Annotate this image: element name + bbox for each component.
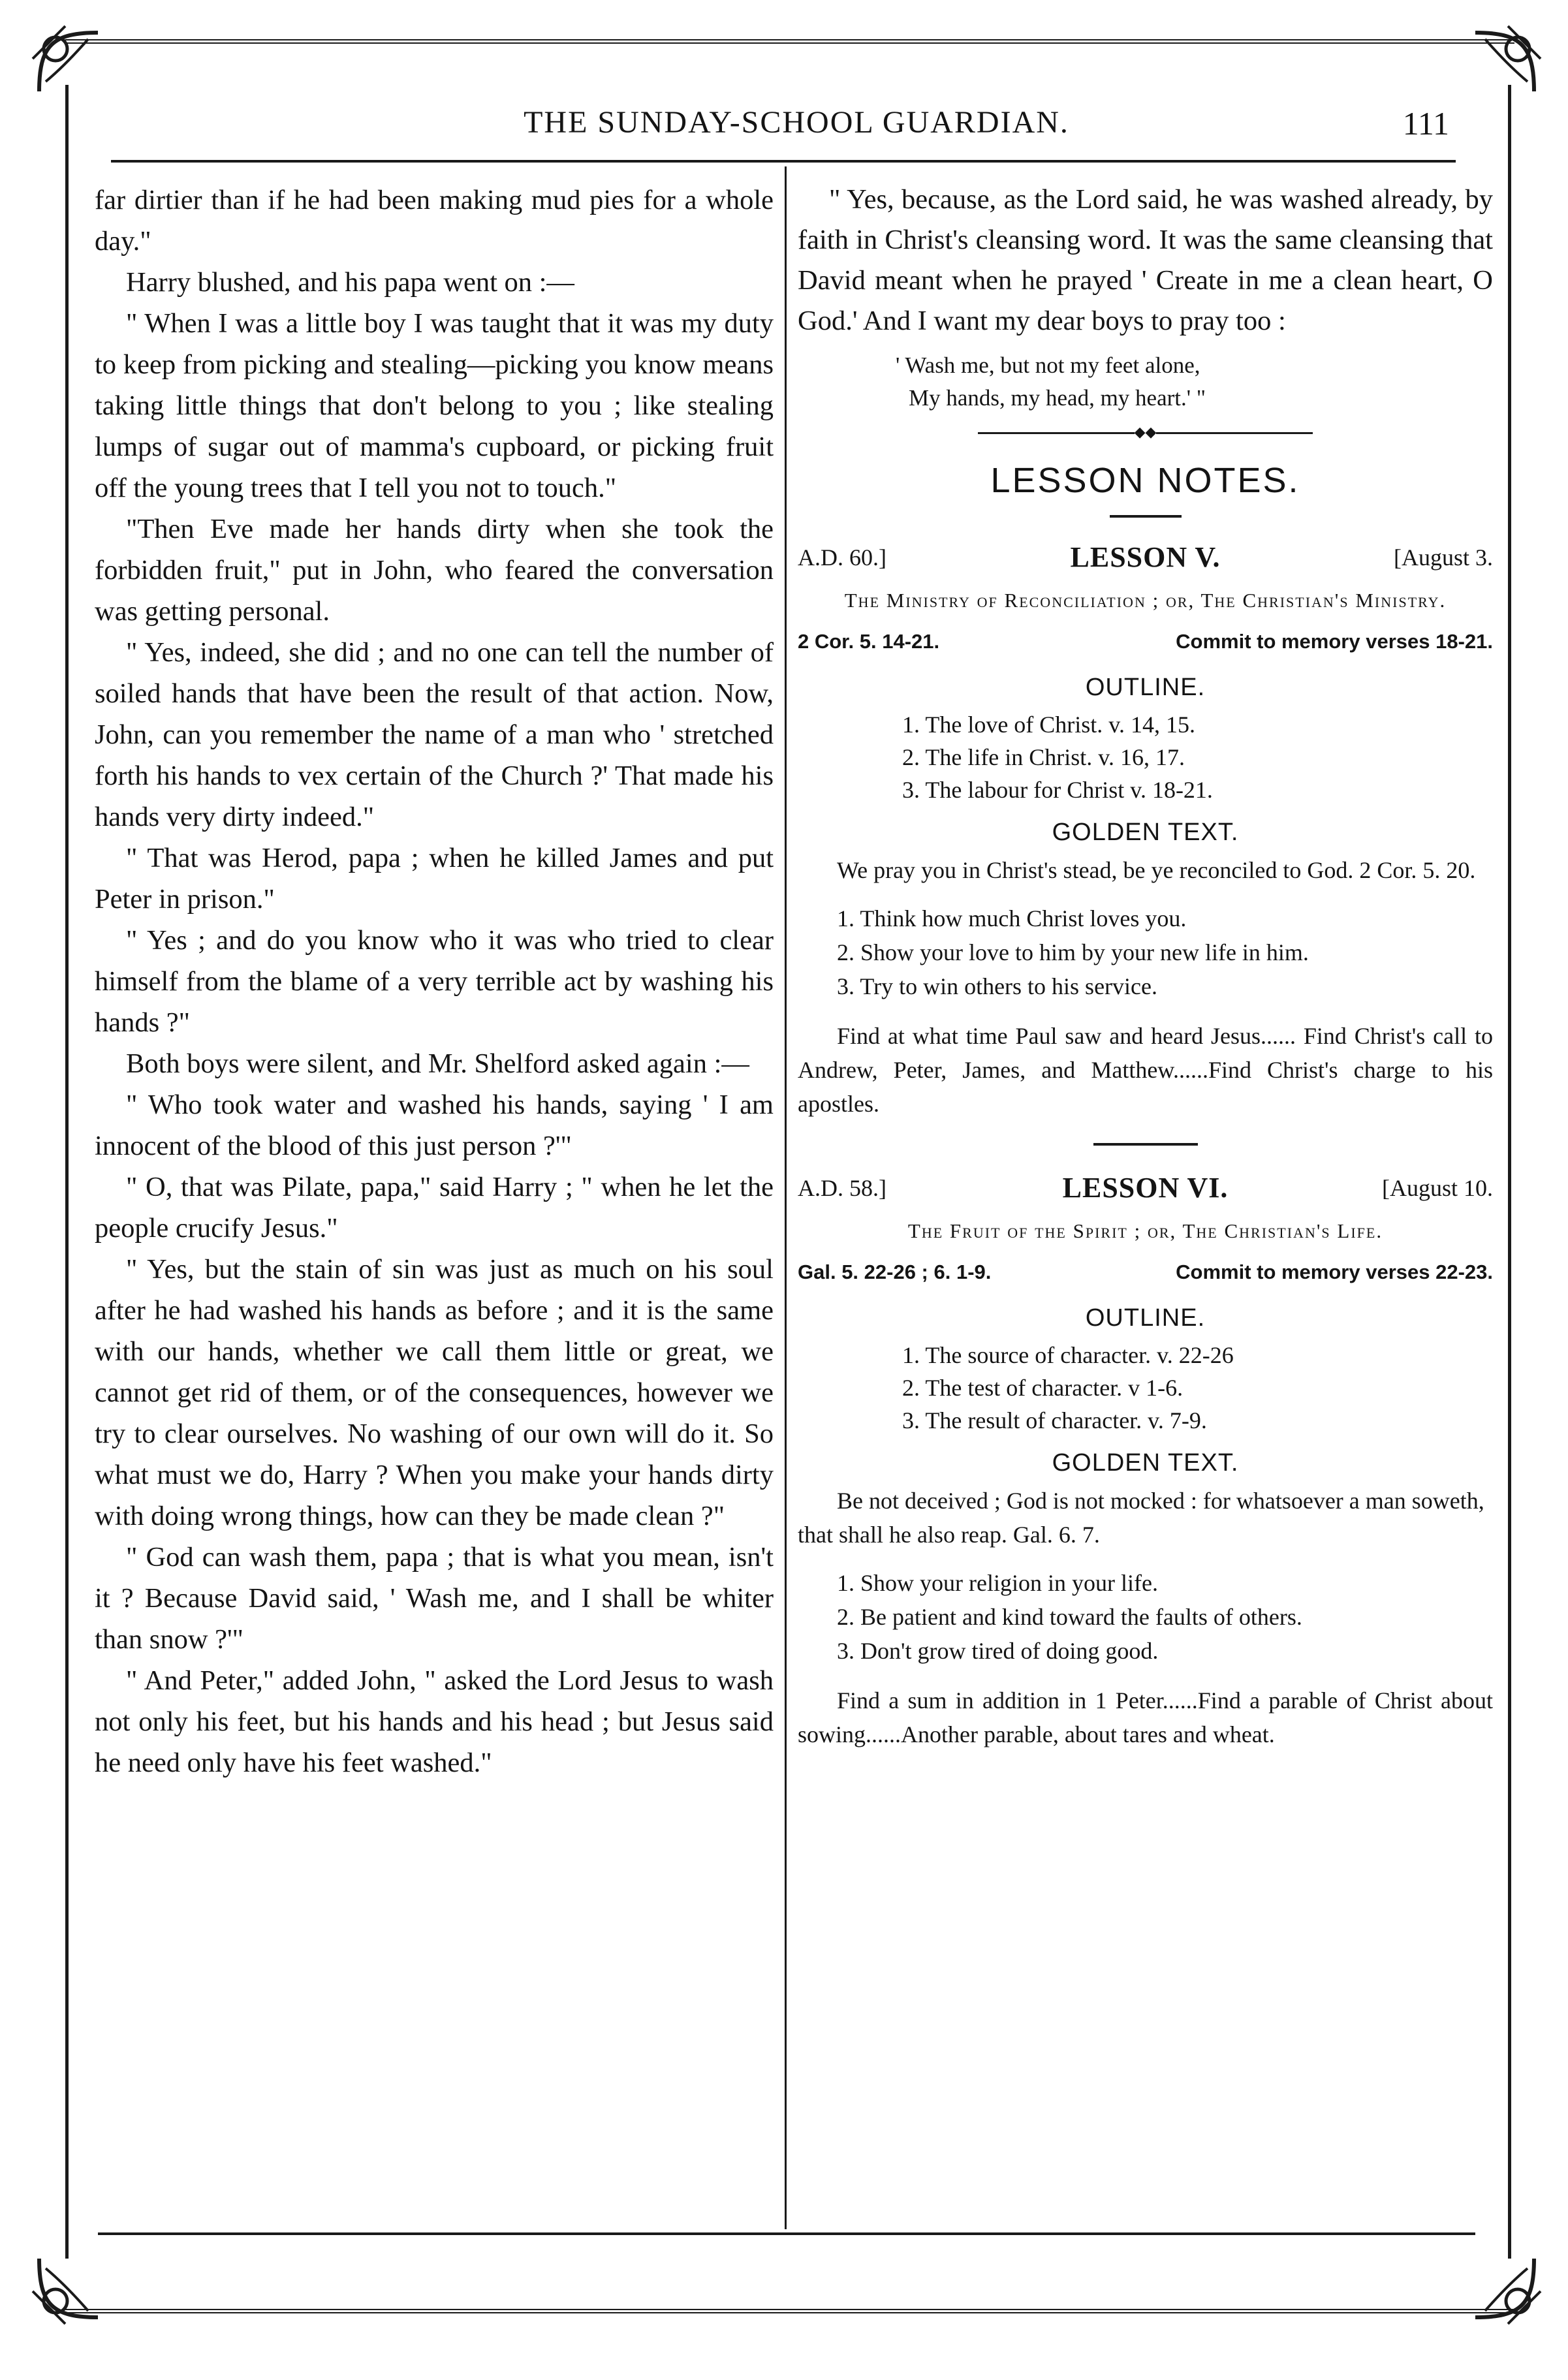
- lesson-5-date: [August 3.: [1394, 544, 1493, 571]
- header-rule: [111, 160, 1456, 163]
- lesson-5-subject: The Ministry of Reconciliation ; or, The Christian's Ministry.: [844, 589, 1447, 612]
- outline-item: 1. The love of Christ. v. 14, 15.: [902, 712, 1195, 738]
- corner-ornament-top-right: [1462, 20, 1547, 104]
- outline-item: 3. The result of character. v. 7-9.: [902, 1407, 1207, 1433]
- outline-item: 1. The source of character. v. 22-26: [902, 1342, 1234, 1368]
- page-number: 111: [1402, 105, 1449, 142]
- lesson-6-memory: Commit to memory verses 22-23.: [1176, 1260, 1493, 1283]
- story-paragraph: Harry blushed, and his papa went on :—: [126, 267, 574, 298]
- lesson-5-title: LESSON V.: [1070, 541, 1221, 573]
- verse-quote: [798, 349, 1493, 415]
- left-column: [95, 180, 774, 1783]
- lesson-5-year: A.D. 60.]: [798, 544, 886, 571]
- story-paragraph: " That was Herod, papa ; when he killed James and put Peter in prison.": [95, 843, 774, 915]
- verse-line: My hands, my head, my heart.' ": [909, 385, 1206, 411]
- lesson-5-find: Find at what time Paul saw and heard Jesus...... Find Christ's call to Andrew, Peter, James, and Matthew......Find Christ's charge to his apostles.: [798, 1023, 1493, 1117]
- lesson-5-reference: 2 Cor. 5. 14-21.: [798, 630, 940, 653]
- lesson-5-outline: [798, 708, 1493, 806]
- lesson-6-find: Find a sum in addition in 1 Peter......Find a parable of Christ about sowing......Another parable, about tares and wheat.: [798, 1687, 1493, 1747]
- border-left-line: [65, 85, 69, 2259]
- story-paragraph: far dirtier than if he had been making mud pies for a whole day.": [95, 185, 774, 257]
- lesson-6-date: [August 10.: [1382, 1175, 1493, 1201]
- bottom-rule: [98, 2232, 1475, 2235]
- corner-ornament-bottom-right: [1462, 2246, 1547, 2330]
- lesson-6-hints: [798, 1566, 1493, 1668]
- lesson-6-reference: Gal. 5. 22-26 ; 6. 1-9.: [798, 1260, 992, 1283]
- lesson-6-outline-label: OUTLINE.: [1085, 1304, 1206, 1332]
- corner-ornament-bottom-left: [26, 2246, 111, 2330]
- outline-item: 3. The labour for Christ v. 18-21.: [902, 777, 1213, 803]
- hint-item: 3. Try to win others to his service.: [837, 973, 1157, 999]
- lesson-6-header: [798, 1165, 1493, 1211]
- lesson-5-golden-label: GOLDEN TEXT.: [1052, 819, 1239, 846]
- lesson-separator: [1093, 1143, 1198, 1146]
- hint-item: 3. Don't grow tired of doing good.: [837, 1638, 1159, 1664]
- lesson-5-hints: [798, 901, 1493, 1003]
- verse-line: ' Wash me, but not my feet alone,: [896, 352, 1200, 378]
- hint-item: 1. Think how much Christ loves you.: [837, 905, 1187, 932]
- lesson-6-title: LESSON VI.: [1062, 1172, 1229, 1204]
- story-paragraph: " And Peter," added John, " asked the Lord Jesus to wash not only his feet, but his hands and his head ; but Jesus said he need only have his feet washed.": [95, 1665, 774, 1778]
- lesson-6-year: A.D. 58.]: [798, 1175, 886, 1201]
- story-paragraph: " When I was a little boy I was taught that it was my duty to keep from picking and stealing—picking you know means taking little things that don't belong to you ; like stealing lumps of sugar out of mamma's cupboard, or picking fruit off the young trees that I tell you not to touch.": [95, 308, 774, 503]
- column-divider: [785, 166, 787, 2229]
- corner-ornament-top-left: [26, 20, 111, 104]
- publication-title: THE SUNDAY-SCHOOL GUARDIAN.: [524, 105, 1069, 140]
- story-paragraph: Both boys were silent, and Mr. Shelford asked again :—: [126, 1048, 749, 1079]
- outline-item: 2. The life in Christ. v. 16, 17.: [902, 744, 1185, 770]
- story-continuation: " Yes, because, as the Lord said, he was washed already, by faith in Christ's cleansing word. It was the same cleansing that David meant when he prayed ' Create in me a clean heart, O God.' And I want my dear boys to pray too :: [798, 184, 1493, 336]
- hint-item: 2. Show your love to him by your new life in him.: [837, 939, 1309, 965]
- lesson-6-subject: The Fruit of the Spirit ; or, The Christian's Life.: [907, 1219, 1383, 1242]
- lesson-5-memory-line: [798, 622, 1493, 661]
- lesson-5-golden-text: We pray you in Christ's stead, be ye reconciled to God. 2 Cor. 5. 20.: [837, 857, 1476, 883]
- page-header: [98, 104, 1495, 157]
- story-paragraph: " Yes, but the stain of sin was just as much on his soul after he had washed his hands as before ; and it is the same with our hands, whether we call them little or great, we cannot get rid of them, or of the consequences, however we try to clear ourselves. No washing of our own will do it. So what must we do, Harry ? When you make your hands dirty with doing wrong things, how can they be made clean ?": [95, 1254, 774, 1531]
- story-paragraph: " Yes, indeed, she did ; and no one can tell the number of soiled hands that have been the result of that action. Now, John, can you remember the name of a man who ' stretched forth his hands to vex certain of the Church ?' That made his hands very dirty indeed.": [95, 637, 774, 832]
- short-rule: [1110, 515, 1182, 518]
- lesson-5-outline-label: OUTLINE.: [1085, 674, 1206, 701]
- story-paragraph: " Yes ; and do you know who it was who tried to clear himself from the blame of a very terrible act by washing his hands ?": [95, 925, 774, 1038]
- story-paragraph: " God can wash them, papa ; that is what you mean, isn't it ? Because David said, ' Wash me, and I shall be whiter than snow ?'": [95, 1542, 774, 1655]
- story-paragraph: "Then Eve made her hands dirty when she took the forbidden fruit," put in John, who feared the conversation was getting personal.: [95, 514, 774, 627]
- lesson-6-memory-line: [798, 1253, 1493, 1292]
- story-paragraph: " O, that was Pilate, papa," said Harry ; " when he let the people crucify Jesus.": [95, 1172, 774, 1244]
- hint-item: 2. Be patient and kind toward the faults of others.: [837, 1604, 1302, 1630]
- lesson-6-outline: [798, 1339, 1493, 1437]
- lesson-5-memory: Commit to memory verses 18-21.: [1176, 630, 1493, 653]
- lesson-6-golden-text: Be not deceived ; God is not mocked : for whatsoever a man soweth, that shall he also reap. Gal. 6. 7.: [798, 1488, 1484, 1548]
- border-right-line: [1508, 85, 1511, 2259]
- story-paragraph: " Who took water and washed his hands, saying ' I am innocent of the blood of this just person ?'": [95, 1089, 774, 1161]
- section-separator-ornament: ◆◆: [798, 424, 1493, 441]
- right-column: [798, 180, 1493, 1751]
- outline-item: 2. The test of character. v 1-6.: [902, 1375, 1184, 1401]
- hint-item: 1. Show your religion in your life.: [837, 1570, 1158, 1596]
- lesson-6-golden-label: GOLDEN TEXT.: [1052, 1449, 1239, 1477]
- lesson-5-header: [798, 535, 1493, 580]
- lesson-notes-heading: LESSON NOTES.: [990, 461, 1300, 500]
